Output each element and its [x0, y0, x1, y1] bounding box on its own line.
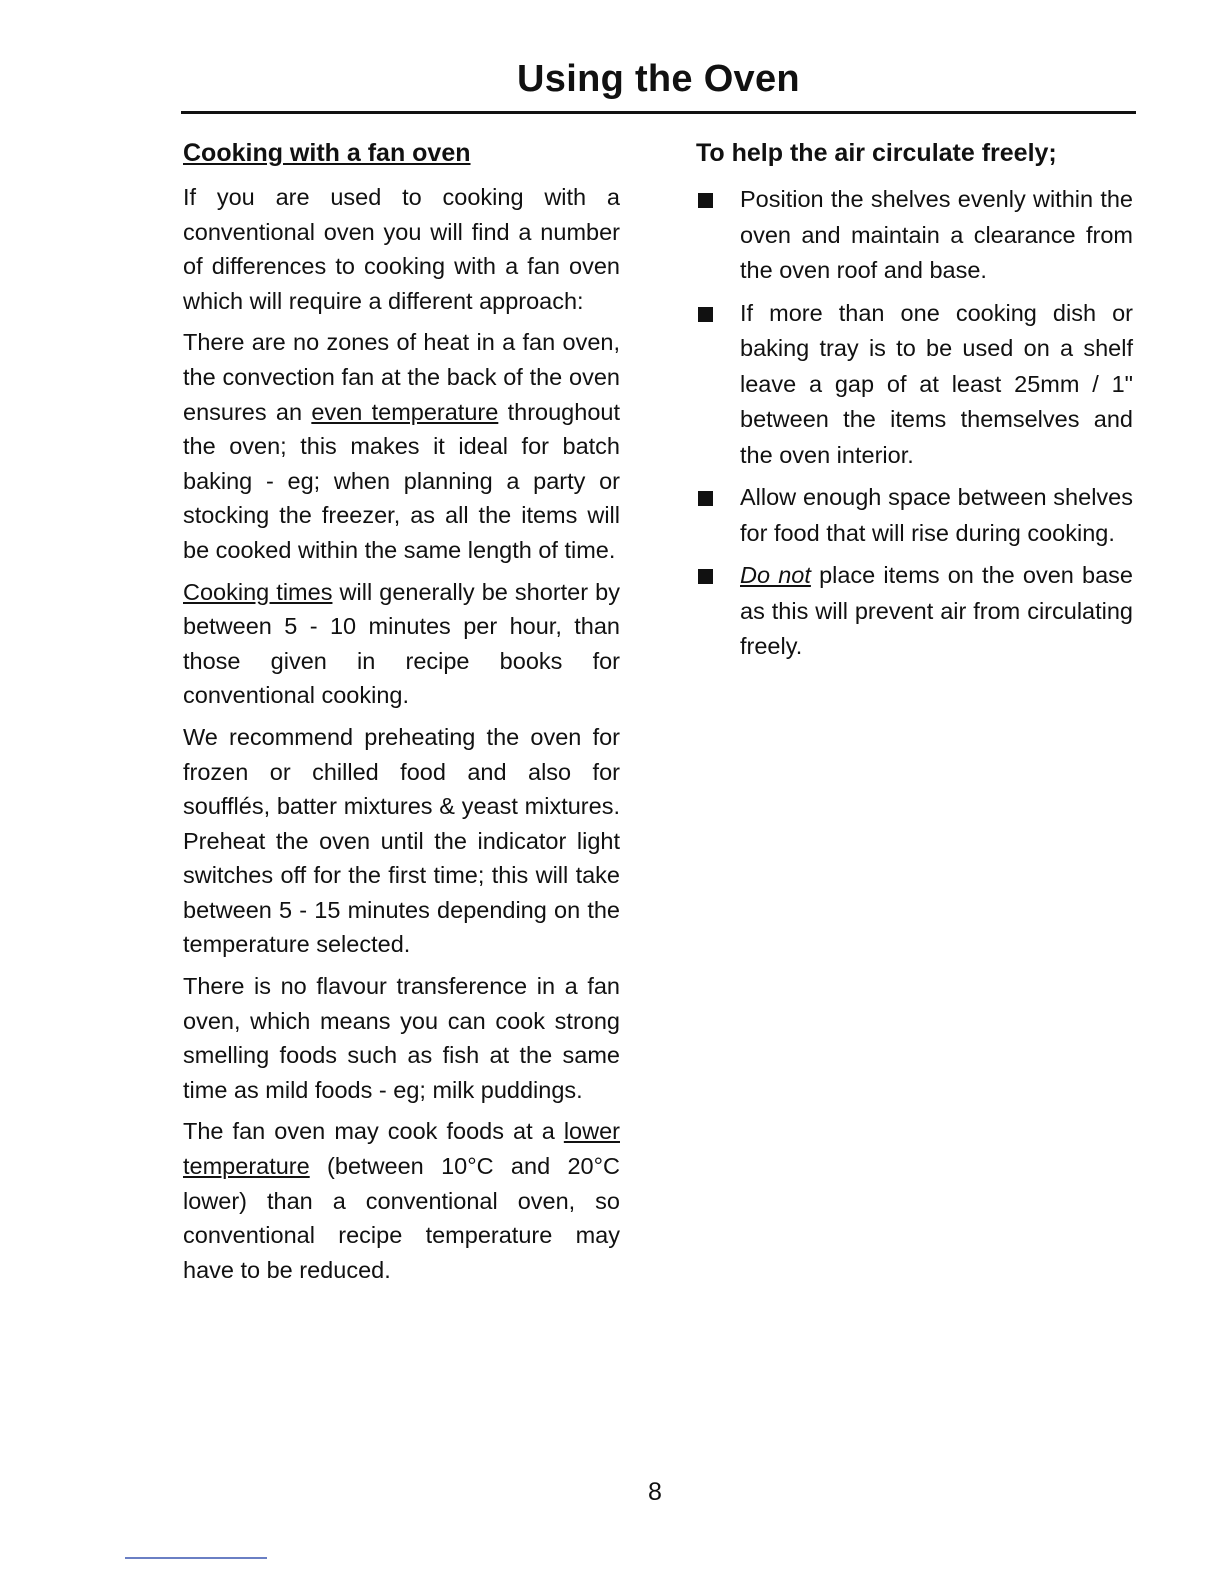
- paragraph-zones: [183, 325, 620, 567]
- square-bullet-icon: [698, 307, 713, 322]
- paragraph-flavour: There is no flavour transference in a fan oven, which means you can cook strong smelling foods such as fish at the same time as mild foods - eg; milk puddings.: [183, 973, 620, 1103]
- paragraph-lower-temperature: [183, 1114, 620, 1287]
- page-title: Using the Oven: [517, 58, 800, 100]
- list-item-text: Position the shelves evenly within the oven and maintain a clearance from the oven roof and base.: [740, 186, 1133, 283]
- paragraph-lower-temperature-text-end: (between 10°C and 20°C lower) than a conventional oven, so conventional recipe temperature may have to be reduced.: [183, 1153, 620, 1283]
- paragraph-zones-text-end: throughout the oven; this makes it ideal for batch baking - eg; when planning a party or stocking the freezer, as all the items will be cooked within the same length of time.: [183, 398, 620, 563]
- paragraph-cooking-times: [183, 575, 620, 713]
- square-bullet-icon: [698, 491, 713, 506]
- cooking-times-emphasis: Cooking times: [183, 578, 333, 605]
- left-column: [183, 136, 620, 1294]
- list-item-text: place items on the oven base as this will prevent air from circulating freely.: [740, 562, 1133, 659]
- title-rule: [181, 111, 1136, 114]
- do-not-emphasis: Do not: [740, 562, 811, 588]
- paragraph-preheating: We recommend preheating the oven for frozen or chilled food and also for soufflés, batter mixtures & yeast mixtures. Preheat the oven until the indicator light switches off for the first time; this will take between 5 - 15 minutes depending on the temperature selected.: [183, 723, 620, 958]
- paragraph-cooking-times-text: will generally be shorter by between 5 - 10 minutes per hour, than those given in recipe books for conventional cooking.: [183, 578, 620, 709]
- list-item: [696, 296, 1133, 474]
- paragraph-zones-text-start: There are no zones of heat in a fan oven, the convection fan at the back of the oven ensures an: [183, 329, 620, 425]
- footer-line: [125, 1557, 267, 1559]
- paragraph-lower-temperature-text-start: The fan oven may cook foods at a: [183, 1118, 564, 1145]
- air-circulation-list: [696, 182, 1133, 665]
- list-item-text: If more than one cooking dish or baking tray is to be used on a shelf leave a gap of at least 25mm / 1" between the items themselves and the oven interior.: [740, 299, 1133, 468]
- page-number: 8: [648, 1478, 662, 1506]
- list-item-text: Allow enough space between shelves for food that will rise during cooking.: [740, 484, 1133, 546]
- list-item: [696, 480, 1133, 551]
- list-item: [696, 182, 1133, 289]
- paragraph-intro: If you are used to cooking with a conventional oven you will find a number of differences to cooking with a fan oven which will require a different approach:: [183, 184, 620, 314]
- list-item: [696, 558, 1133, 665]
- square-bullet-icon: [698, 569, 713, 584]
- right-column: [696, 136, 1133, 672]
- square-bullet-icon: [698, 193, 713, 208]
- section-heading-air-circulation: To help the air circulate freely;: [696, 139, 1057, 167]
- lower-temperature-emphasis: lower temperature: [183, 1118, 620, 1180]
- section-heading-fan-oven: Cooking with a fan oven: [183, 139, 471, 167]
- even-temperature-emphasis: even temperature: [311, 398, 499, 425]
